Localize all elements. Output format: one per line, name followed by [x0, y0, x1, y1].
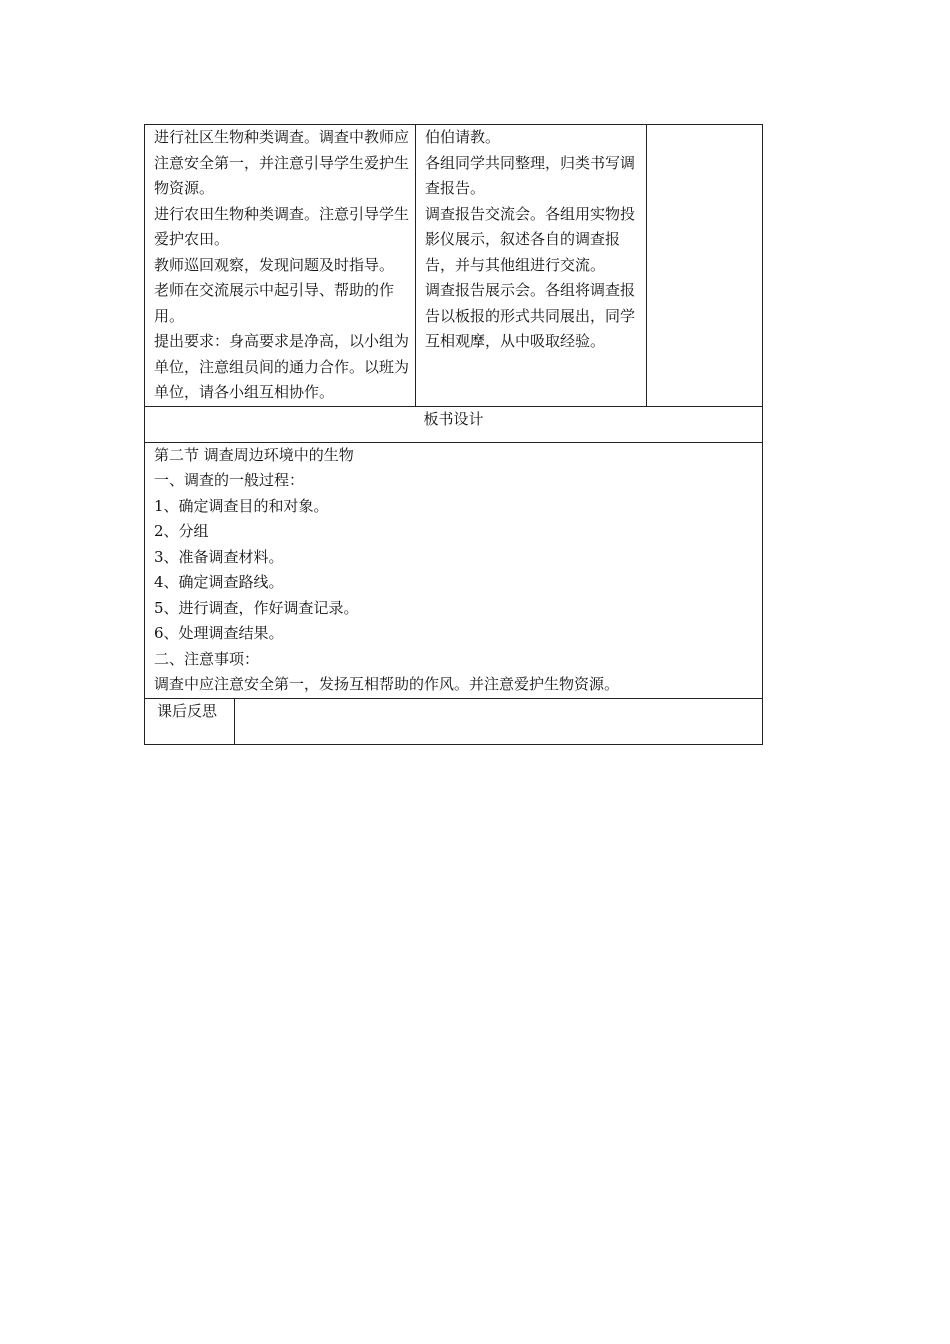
board-line: 一、调查的一般过程： — [154, 471, 305, 489]
board-line: 2、分组 — [154, 522, 209, 540]
board-line: 1、确定调查目的和对象。 — [154, 496, 329, 515]
board-line: 二、注意事项： — [154, 649, 260, 668]
lesson-plan-table — [144, 124, 763, 745]
board-line: 4、确定调查路线。 — [154, 573, 284, 591]
board-line: 3、准备调查材料。 — [154, 547, 284, 566]
board-design-title: 板书设计 — [145, 406, 763, 442]
teacher-activity-paragraph: 提出要求：身高要求是净高，以小组为单位，注意组员间的通力合作。以班为单位，请各小组互相协作。 — [154, 332, 410, 401]
teacher-activity-paragraph: 进行农田生物种类调查。注意引导学生爱护农田。 — [154, 204, 410, 248]
reflection-label-cell — [145, 698, 235, 744]
student-activity-paragraph: 各组同学共同整理，归类书写调查报告。 — [425, 153, 636, 197]
student-activity-paragraph: 调查报告展示会。各组将调查报告以板报的形式共同展出，同学互相观摩，从中吸取经验。 — [425, 281, 636, 350]
board-line: 6、处理调查结果。 — [154, 624, 284, 642]
student-activity-paragraph: 伯伯请教。 — [425, 128, 501, 146]
notes-cell-empty — [647, 125, 763, 407]
activity-row — [145, 125, 763, 407]
student-activity-cell — [416, 125, 647, 407]
teacher-activity-cell — [145, 125, 416, 407]
board-line: 5、进行调查，作好调查记录。 — [154, 598, 359, 617]
teacher-activity-paragraph: 教师巡回观察，发现问题及时指导。 — [154, 255, 395, 274]
student-activity-paragraph: 调查报告交流会。各组用实物投影仪展示，叙述各自的调查报告，并与其他组进行交流。 — [425, 204, 636, 274]
reflection-label: 课后反思 — [157, 701, 218, 720]
board-design-header-row — [145, 406, 763, 442]
board-line: 第二节 调查周边环境中的生物 — [154, 445, 354, 464]
reflection-row — [145, 698, 763, 744]
board-design-row — [145, 442, 763, 698]
reflection-content-cell-empty — [235, 698, 763, 744]
board-design-cell — [145, 442, 763, 698]
board-line: 调查中应注意安全第一，发扬互相帮助的作风。并注意爱护生物资源。 — [154, 675, 620, 693]
teacher-activity-paragraph: 进行社区生物种类调查。调查中教师应注意安全第一，并注意引导学生爱护生物资源。 — [154, 128, 410, 197]
teacher-activity-paragraph: 老师在交流展示中起引导、帮助的作用。 — [154, 281, 395, 325]
